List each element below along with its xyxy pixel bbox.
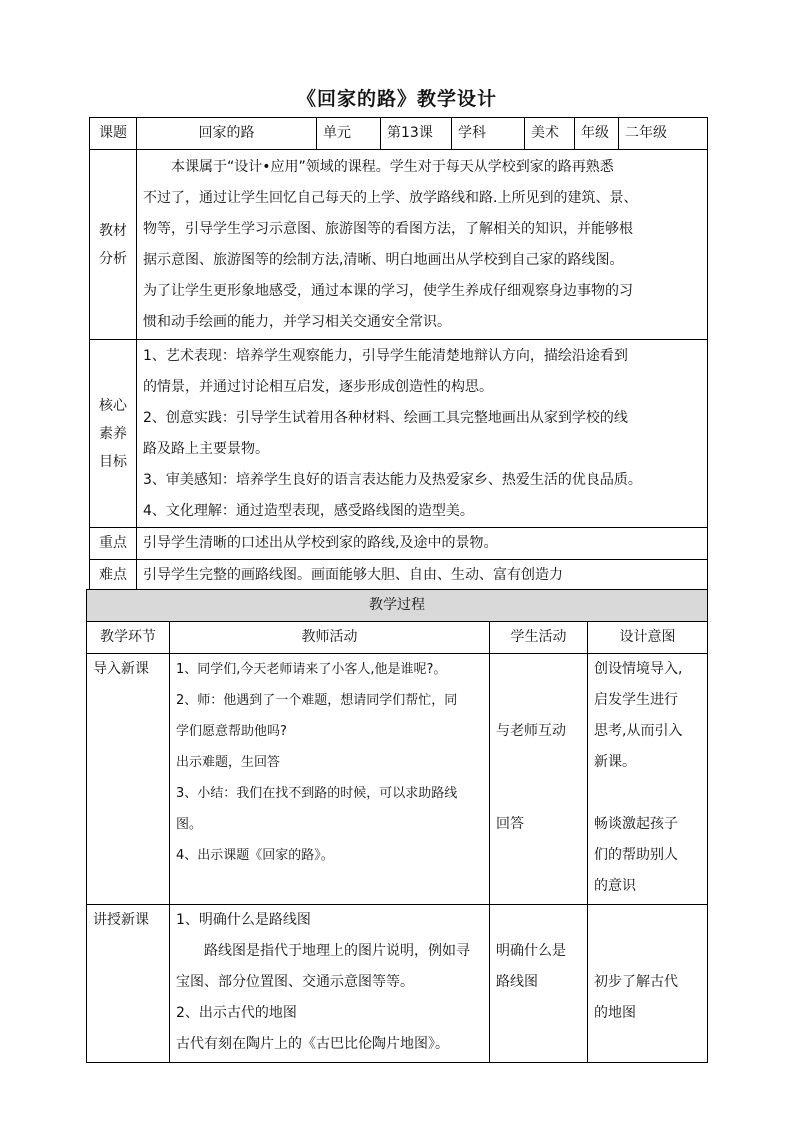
teacher-line: 路线图是指代于地理上的图片说明，例如寻 [204, 943, 470, 959]
core-label [90, 340, 137, 528]
analysis-line: 为了让学生更形象地感受，通过本课的学习，使学生养成仔细观察身边事物的习 [143, 282, 633, 299]
difficulty-text: 引导学生完整的画路线图。画面能够大胆、自由、生动、富有创造力 [137, 560, 708, 592]
student-line [496, 685, 581, 716]
teacher-line: 3、小结：我们在找不到路的时候，可以求助路线 [176, 786, 458, 801]
analysis-label-line: 教材 [99, 222, 127, 239]
analysis-line: 物等，引导学生学习示意图、旅游图等的看图方法，了解相关的知识，并能够根 [143, 220, 633, 237]
difficulty-label: 难点 [90, 560, 137, 592]
teacher-cell [170, 905, 490, 1063]
student-line: 与老师互动 [496, 723, 566, 739]
student-line: 路线图 [496, 974, 538, 990]
student-cell [490, 654, 588, 905]
analysis-row [90, 150, 708, 340]
key-point-label: 重点 [90, 528, 137, 560]
column-header-teacher: 教师活动 [170, 622, 490, 654]
analysis-line: 惯和动手绘画的能力，并学习相关交通安全常识。 [143, 313, 451, 330]
column-header-stage: 教学环节 [87, 622, 170, 654]
student-line [496, 654, 581, 685]
core-line: 的情景，并通过讨论相互启发，逐步形成创造性的构思。 [143, 378, 493, 395]
intent-line: 的意识 [594, 878, 636, 894]
teacher-line: 1、明确什么是路线图 [176, 912, 311, 928]
stage-cell: 讲授新课 [87, 905, 170, 1063]
analysis-line: 不过了，通过让学生回忆自己每天的上学、放学路线和路.上所见到的建筑、景、 [143, 189, 638, 206]
unit-label: 单元 [317, 118, 381, 150]
student-line [496, 905, 581, 936]
core-line: 路及路上主要景物。 [143, 440, 269, 457]
teacher-line: 出示难题，生回答 [176, 755, 281, 770]
process-heading: 教学过程 [87, 590, 708, 622]
stage-cell: 导入新课 [87, 654, 170, 905]
topic-label: 课题 [90, 118, 137, 150]
intent-line [594, 778, 701, 809]
teacher-line: 学们愿意帮助他吗? [176, 724, 287, 739]
teaching-process-table [86, 589, 708, 1063]
teacher-line: 图。 [176, 817, 203, 832]
core-text [137, 340, 708, 528]
teacher-line: 2、师：他遇到了一个难题，想请同学们帮忙，同 [176, 693, 458, 708]
intent-line [594, 936, 701, 967]
column-header-intent: 设计意图 [588, 622, 708, 654]
topic-value: 回家的路 [137, 118, 317, 150]
analysis-line: 本课属于“设计•应用”领域的课程。学生对于每天从学校到家的路再熟悉 [171, 158, 614, 175]
difficulty-row [90, 560, 708, 592]
student-line: 明确什么是 [496, 943, 566, 959]
core-line: 3、审美感知：培养学生良好的语言表达能力及热爱家乡、热爱生活的优良品质。 [143, 471, 642, 488]
process-heading-row [87, 590, 708, 622]
analysis-line: 据示意图、旅游图等的绘制方法,清晰、明白地画出从学校到自己家的路线图。 [143, 251, 624, 268]
analysis-text [137, 150, 708, 340]
intent-line [594, 905, 701, 936]
lesson-info-table [89, 117, 708, 592]
process-row [87, 905, 708, 1063]
intent-line: 的地图 [594, 1005, 636, 1021]
core-label-line: 素养 [99, 425, 127, 442]
teacher-cell [170, 654, 490, 905]
intent-line: 新课。 [594, 754, 636, 770]
student-line [496, 747, 581, 778]
intent-line: 畅谈激起孩子 [594, 816, 678, 832]
header-row [90, 118, 708, 150]
teacher-line: 2、出示古代的地图 [176, 1005, 297, 1021]
key-point-row [90, 528, 708, 560]
document-title: 《回家的路》教学设计 [296, 88, 497, 110]
core-line: 1、艺术表现：培养学生观察能力，引导学生能清楚地辩认方向，描绘沿途看到 [143, 347, 628, 364]
grade-value: 二年级 [619, 118, 708, 150]
intent-line: 启发学生进行 [594, 692, 678, 708]
subject-label: 学科 [452, 118, 525, 150]
process-columns-row [87, 622, 708, 654]
student-line [496, 778, 581, 809]
teacher-line: 宝图、部分位置图、交通示意图等等。 [176, 974, 414, 990]
analysis-label-line: 分析 [99, 250, 127, 267]
core-label-line: 目标 [99, 453, 127, 470]
grade-label: 年级 [575, 118, 619, 150]
core-label-line: 核心 [99, 397, 127, 414]
key-point-text: 引导学生清晰的口述出从学校到家的路线,及途中的景物。 [137, 528, 708, 560]
unit-value: 第13课 [381, 118, 452, 150]
core-row [90, 340, 708, 528]
teacher-line: 古代有刻在陶片上的《古巴比伦陶片地图》。 [176, 1036, 449, 1052]
column-header-student: 学生活动 [490, 622, 588, 654]
intent-line: 创设情境导入, [594, 661, 683, 677]
intent-cell [588, 905, 708, 1063]
intent-line: 思考,从而引入 [594, 723, 683, 739]
student-cell [490, 905, 588, 1063]
intent-line: 们的帮助别人 [594, 847, 678, 863]
student-line: 回答 [496, 816, 524, 832]
intent-cell [588, 654, 708, 905]
core-line: 2、创意实践：引导学生试着用各种材料、绘画工具完整地画出从家到学校的线 [143, 409, 628, 426]
intent-line: 初步了解古代 [594, 974, 678, 990]
core-line: 4、文化理解：通过造型表现，感受路线图的造型美。 [143, 502, 474, 519]
subject-value: 美术 [525, 118, 575, 150]
analysis-label [90, 150, 137, 340]
teacher-line: 4、出示课题《回家的路》。 [176, 848, 334, 863]
process-row [87, 654, 708, 905]
teacher-line: 1、同学们,今天老师请来了小客人,他是谁呢?。 [176, 662, 447, 677]
